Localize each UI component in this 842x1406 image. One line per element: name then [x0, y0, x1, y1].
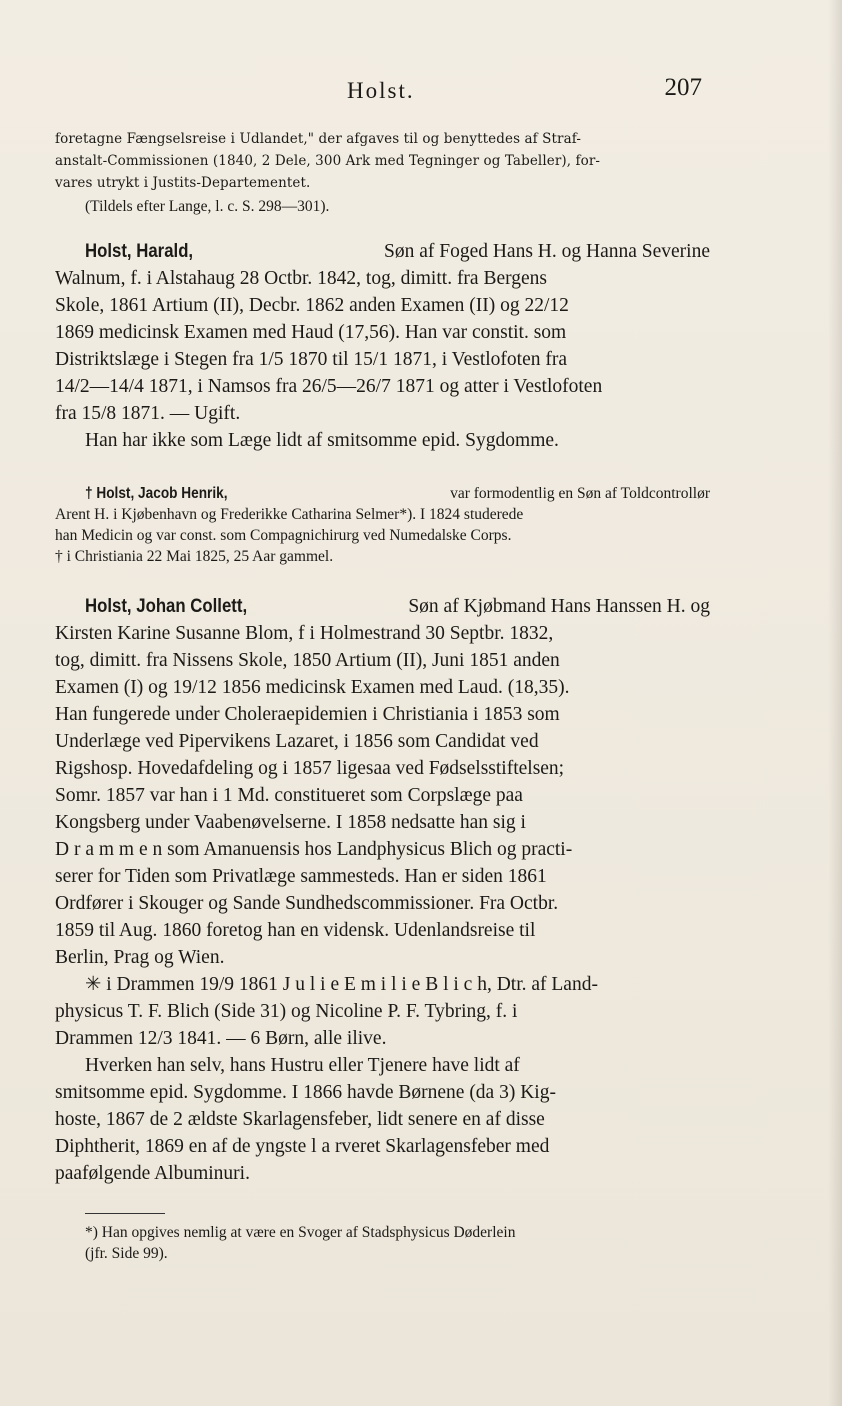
running-header [55, 74, 710, 108]
text-line: hoste, 1867 de 2 ældste Skarlagensfeber, lidt senere en af disse [55, 1109, 545, 1130]
text-line: (jfr. Side 99). [85, 1245, 168, 1262]
text-line: tog, dimitt. fra Nissens Skole, 1850 Artium (II), Juni 1851 anden [55, 650, 560, 671]
text-line: foretagne Fængselsreise i Udlandet," der afgaves til og benyttedes af Straf- [55, 131, 581, 147]
entry-jacob [55, 483, 710, 567]
text-line: Diphtherit, 1869 en af de yngste l a rveret Skarlagensfeber med [55, 1136, 550, 1157]
text-line: Distriktslæge i Stegen fra 1/5 1870 til 15/1 1871, i Vestlofoten fra [55, 349, 567, 370]
intro-paragraph [55, 128, 710, 194]
text-line: † Holst, Jacob Henrik, var formodentlig en Søn af Toldcontrollør [85, 485, 710, 502]
entry-name: Holst, Johan Collett, [85, 595, 248, 617]
entry-name: † Holst, Jacob Henrik, [85, 485, 228, 502]
text-line: ✳ i Drammen 19/9 1861 J u l i e E m i l i e B l i c h, Dtr. af Land- [85, 974, 598, 995]
text-line: Han fungerede under Choleraepidemien i Christiania i 1853 som [55, 704, 560, 725]
entry-name: Holst, Harald, [85, 240, 194, 262]
text-line: Rigshosp. Hovedafdeling og i 1857 ligesaa ved Fødselsstiftelsen; [55, 758, 565, 779]
text-line: Holst, Johan Collett, Søn af Kjøbmand Hans Hanssen H. og [55, 593, 710, 620]
intro-source [55, 196, 710, 217]
text-line: Walnum, f. i Alstahaug 28 Octbr. 1842, tog, dimitt. fra Bergens [55, 268, 548, 289]
footnote-divider [85, 1213, 165, 1214]
text-line: 1869 medicinsk Examen med Haud (17,56). Han var constit. som [55, 322, 567, 343]
text-line: serer for Tiden som Privatlæge sammesteds. Han er siden 1861 [55, 866, 547, 887]
text-line: Ordfører i Skouger og Sande Sundhedscommissioner. Fra Octbr. [55, 893, 559, 914]
text-line: anstalt-Commissionen (1840, 2 Dele, 300 Ark med Tegninger og Tabeller), for- [55, 153, 601, 169]
text-line: Drammen 12/3 1841. — 6 Børn, alle ilive. [55, 1028, 387, 1049]
text-line: *) Han opgives nemlig at være en Svoger af Stadsphysicus Døderlein [85, 1224, 516, 1241]
text-line: 1859 til Aug. 1860 foretog han en vidensk. Udenlandsreise til [55, 920, 536, 941]
page-number: 207 [664, 74, 702, 101]
text-line: Underlæge ved Pipervikens Lazaret, i 1856 som Candidat ved [55, 731, 539, 752]
text-line: D r a m m e n som Amanuensis hos Landphysicus Blich og practi- [55, 839, 573, 860]
text-line: smitsomme epid. Sygdomme. I 1866 havde Børnene (da 3) Kig- [55, 1082, 556, 1103]
entry-harald [55, 238, 710, 454]
text-line: paafølgende Albuminuri. [55, 1163, 250, 1184]
text-line: physicus T. F. Blich (Side 31) og Nicoline P. F. Tybring, f. i [55, 1001, 518, 1022]
text-line: han Medicin og var const. som Compagnichirurg ved Numedalske Corps. [55, 527, 512, 544]
text-line: Kirsten Karine Susanne Blom, f i Holmestrand 30 Septbr. 1832, [55, 623, 554, 644]
footnote [55, 1222, 710, 1264]
text-line: (Tildels efter Lange, l. c. S. 298—301). [85, 198, 330, 215]
text-line: 14/2—14/4 1871, i Namsos fra 26/5—26/7 1871 og atter i Vestlofoten [55, 376, 603, 397]
text-line: Examen (I) og 19/12 1856 medicinsk Examen med Laud. (18,35). [55, 677, 570, 698]
text-line: Holst, Harald, Søn af Foged Hans H. og Hanna Severine [55, 238, 710, 265]
text-line: Arent H. i Kjøbenhavn og Frederikke Catharina Selmer*). I 1824 studerede [55, 506, 524, 523]
text-line: † i Christiania 22 Mai 1825, 25 Aar gammel. [55, 548, 334, 565]
text-line: Hverken han selv, hans Hustru eller Tjenere have lidt af [85, 1055, 520, 1076]
text-line: Kongsberg under Vaabenøvelserne. I 1858 nedsatte han sig i [55, 812, 526, 833]
page-edge-shadow [828, 0, 842, 1406]
text-line: Somr. 1857 var han i 1 Md. constitueret som Corpslæge paa [55, 785, 523, 806]
text-line: Han har ikke som Læge lidt af smitsomme epid. Sygdomme. [85, 430, 559, 451]
text-line: Berlin, Prag og Wien. [55, 947, 225, 968]
text-line: Skole, 1861 Artium (II), Decbr. 1862 anden Examen (II) og 22/12 [55, 295, 569, 316]
entry-johan [55, 593, 710, 1187]
text-line: vares utrykt i Justits-Departementet. [55, 175, 311, 191]
running-title: Holst. [347, 78, 415, 103]
text-line: fra 15/8 1871. — Ugift. [55, 403, 241, 424]
